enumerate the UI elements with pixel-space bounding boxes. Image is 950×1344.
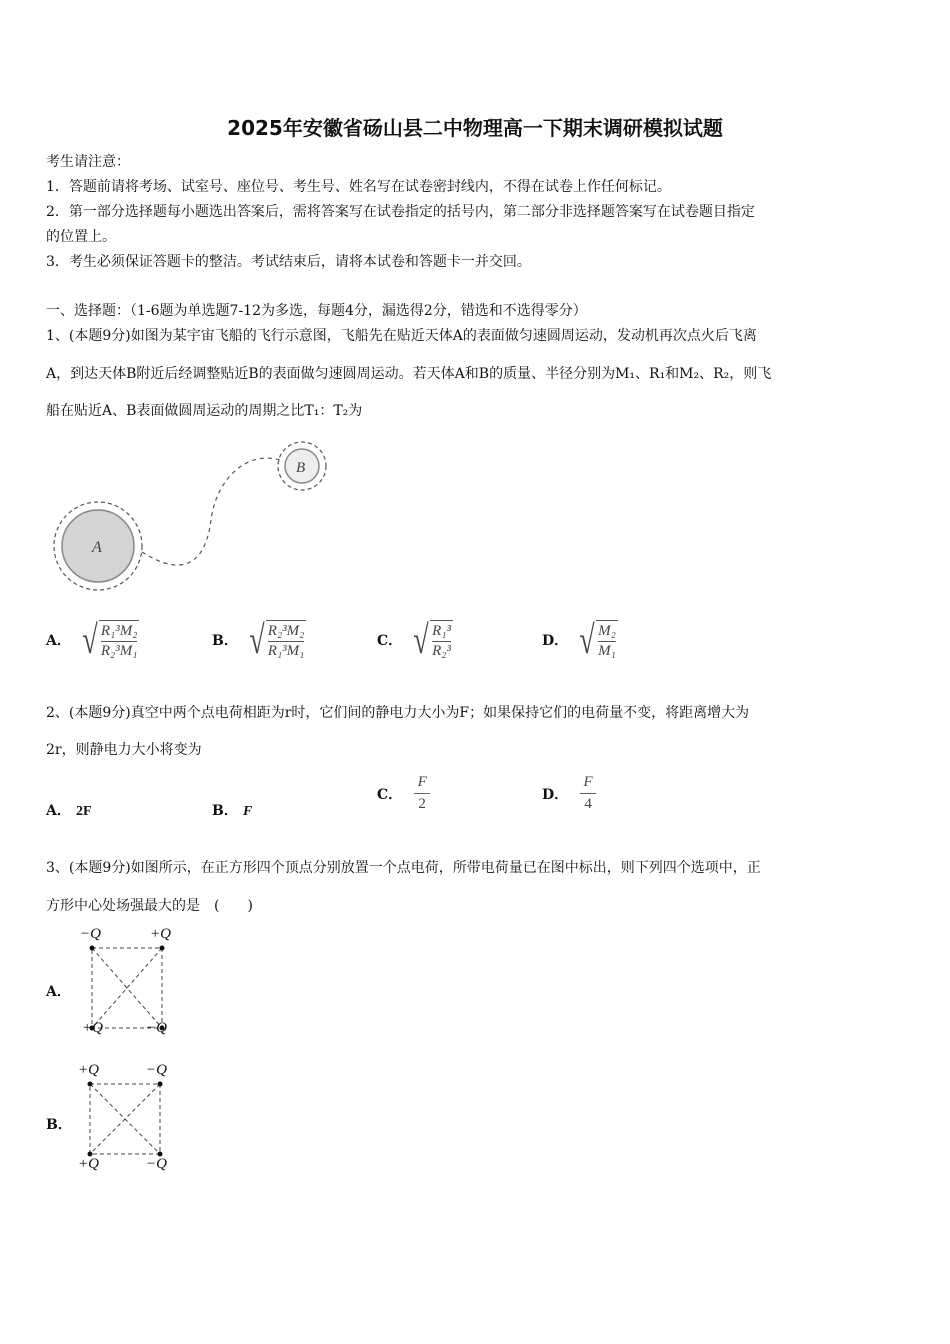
option-numerator: R₁³ — [432, 623, 451, 639]
notice-item: 2．第一部分选择题每小题选出答案后，需将答案写在试卷指定的括号内，第二部分非选择题答案写在试卷题目指定 — [46, 204, 755, 220]
notice-item: 3．考生必须保证答题卡的整洁。考试结束后，请将本试卷和答题卡一并交回。 — [46, 254, 531, 270]
option-denominator: R₁³M₁ — [267, 643, 305, 659]
option-denominator: 4 — [584, 796, 592, 812]
question-3-text: 方形中心处场强最大的是 ( ) — [46, 898, 253, 914]
label-a: A — [92, 539, 102, 556]
spaceship-orbit-figure — [46, 430, 336, 600]
question-1-text: A，到达天体B附近后经调整贴近B的表面做匀速圆周运动。若天体A和B的质量、半径分别为M₁、R₁和M₂、R₂，则飞 — [46, 366, 772, 382]
option-label: C． — [377, 786, 403, 803]
question-1-text: 1、(本题9分)如图为某宇宙飞船的飞行示意图，飞船先在贴近天体A的表面做匀速圆周运动，发动机再次点火后飞离 — [46, 328, 757, 344]
charge-bottom-right: −Q — [146, 1156, 167, 1172]
option-label: D． — [542, 786, 569, 803]
option-label: B． — [212, 803, 238, 819]
question-2-text: 2、(本题9分)真空中两个点电荷相距为r时，它们间的静电力大小为F；如果保持它们的电荷量不变，将距离增大为 — [46, 705, 750, 721]
option-value: F — [242, 804, 253, 819]
question-2-text: 2r，则静电力大小将变为 — [46, 742, 202, 758]
option-d[interactable] — [542, 774, 596, 813]
option-a[interactable] — [46, 800, 92, 820]
option-a-label[interactable]: A． — [46, 984, 71, 1000]
option-label: A． — [46, 633, 71, 649]
notice-item: 1．答题前请将考场、试室号、座位号、考生号、姓名写在试卷密封线内，不得在试卷上作任何标记。 — [46, 179, 671, 195]
option-b[interactable] — [212, 800, 252, 820]
charge-bottom-left: +Q — [82, 1020, 103, 1036]
option-value: 2F — [75, 804, 92, 819]
charge-top-right: −Q — [146, 1062, 167, 1078]
charge-top-left: +Q — [78, 1062, 99, 1078]
option-numerator: R₁³M₂ — [100, 623, 138, 639]
option-numerator: F — [417, 774, 427, 790]
option-c[interactable] — [377, 774, 430, 813]
question-3-text: 3、(本题9分)如图所示，在正方形四个顶点分别放置一个点电荷，所带电荷量已在图中标出，则下列四个选项中，正 — [46, 860, 761, 876]
option-denominator: 2 — [418, 796, 426, 812]
option-label: B． — [212, 633, 238, 649]
option-numerator: F — [583, 774, 593, 790]
option-d[interactable]: D． √ $\frac{\text{M₂}}{\text{M₁}}$ — [542, 617, 616, 662]
option-label: C． — [377, 633, 403, 649]
option-b[interactable]: B． √ $\frac{\text{R₂³M₂}}{\text{R₁³M₁}}$ — [212, 617, 305, 662]
option-denominator: R₂³ — [432, 643, 451, 659]
page-title: 2025年安徽省砀山县二中物理高一下期末调研模拟试题 — [227, 116, 723, 140]
label-b: B — [296, 460, 306, 476]
charge-bottom-right: −Q — [146, 1020, 167, 1036]
charge-top-right: +Q — [150, 926, 171, 942]
charge-square-a — [78, 926, 178, 1041]
option-denominator: M₁ — [598, 643, 616, 659]
notice-heading: 考生请注意： — [46, 154, 130, 170]
section-heading: 一、选择题：（1-6题为单选题7-12为多选，每题4分，漏选得2分，错选和不选得零分） — [46, 303, 587, 319]
question-1-text: 船在贴近A、B表面做圆周运动的周期之比T₁：T₂为 — [46, 403, 363, 419]
option-numerator: M₂ — [598, 623, 616, 639]
option-a[interactable]: A． √ $\frac{\text{R₁³M₂}}{\text{R₂³M₁}}$ — [46, 617, 138, 662]
option-b-label[interactable]: B． — [46, 1117, 72, 1133]
transfer-path — [142, 458, 280, 565]
notice-item: 的位置上。 — [46, 229, 116, 245]
charge-top-left: −Q — [80, 926, 101, 942]
option-numerator: R₂³M₂ — [267, 623, 305, 639]
option-label: A． — [46, 803, 71, 819]
charge-square-b — [76, 1062, 176, 1177]
option-c[interactable]: C． √ $\frac{\text{R₁³}}{\text{R₂³}}$ — [377, 617, 451, 662]
charge-bottom-left: +Q — [78, 1156, 99, 1172]
option-label: D． — [542, 633, 569, 649]
option-denominator: R₂³M₁ — [100, 643, 138, 659]
